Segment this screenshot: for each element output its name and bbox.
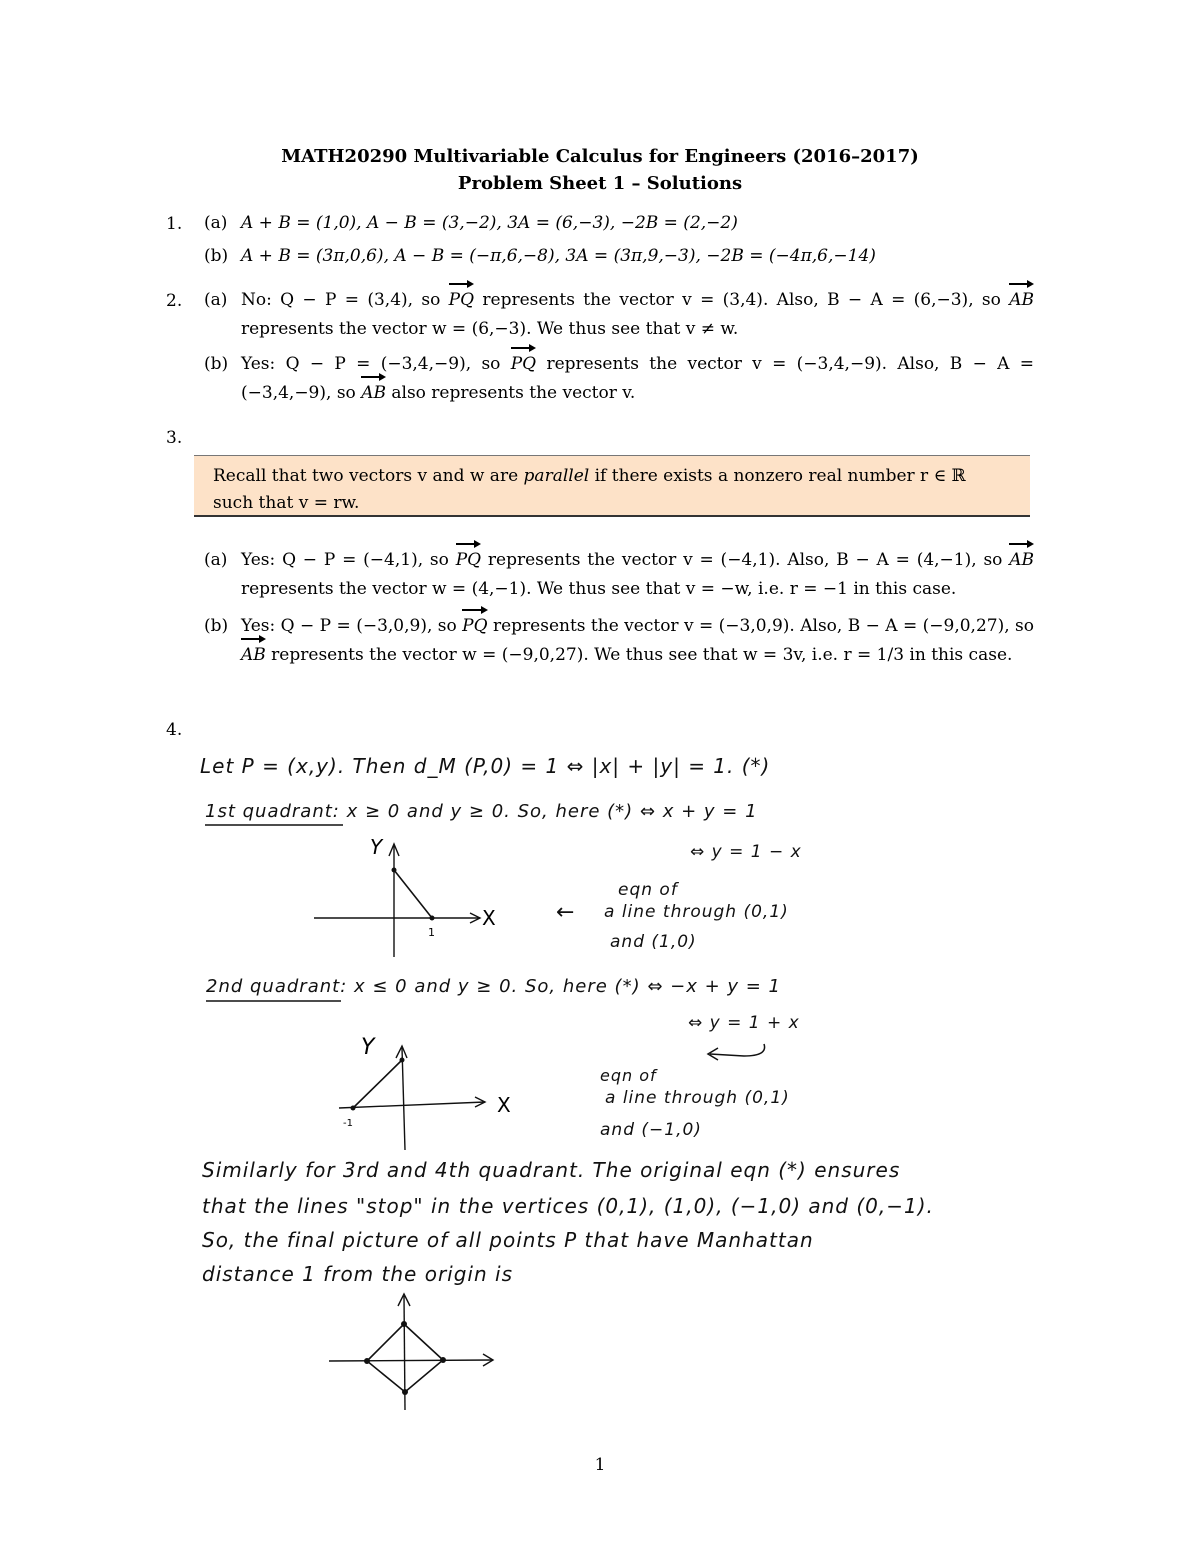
axis-x-label: X bbox=[497, 1093, 511, 1117]
question-number-1: 1. bbox=[166, 214, 183, 234]
page-subtitle: Problem Sheet 1 – Solutions bbox=[457, 173, 743, 194]
part-label: (a) bbox=[204, 213, 228, 233]
part-label: (a) bbox=[204, 290, 228, 310]
q2-part-b bbox=[204, 350, 1034, 408]
handwritten-line: 2nd quadrant: x ≤ 0 and y ≥ 0. So, here (*) ⇔ −x + y = 1 bbox=[206, 976, 782, 997]
handwritten-line: eqn of bbox=[600, 1066, 657, 1085]
page-title: MATH20290 Multivariable Calculus for Engineers (2016–2017) bbox=[281, 146, 919, 167]
vector-ab: AB bbox=[1009, 546, 1034, 575]
question-number-2: 2. bbox=[166, 291, 183, 311]
part-text: Yes: Q − P = (−3,4,−9), so PQ represents the vector v = (−3,4,−9). Also, B − A = (−3,4,−9), so AB also represents the vector v. bbox=[241, 350, 1034, 408]
part-text: A + B = (1,0), A − B = (3,−2), 3A = (6,−3), −2B = (2,−2) bbox=[241, 213, 738, 233]
part-label: (b) bbox=[204, 246, 229, 266]
q1-part-b bbox=[204, 242, 1034, 271]
handwritten-line: So, the final picture of all points P that have Manhattan bbox=[202, 1228, 814, 1252]
axis-y-label: Y bbox=[370, 835, 383, 859]
tick-label: -1 bbox=[343, 1118, 353, 1129]
axis-x-label: X bbox=[482, 906, 496, 930]
part-text: A + B = (3π,0,6), A − B = (−π,6,−8), 3A = (3π,9,−3), −2B = (−4π,6,−14) bbox=[241, 246, 876, 266]
handwritten-line: and (1,0) bbox=[610, 932, 697, 952]
axis-y-label: Y bbox=[361, 1035, 375, 1060]
handwritten-line: Similarly for 3rd and 4th quadrant. The original eqn (*) ensures bbox=[202, 1158, 901, 1182]
handwritten-line: distance 1 from the origin is bbox=[202, 1262, 513, 1286]
sketch-diamond bbox=[325, 1290, 505, 1415]
part-label: (b) bbox=[204, 354, 229, 374]
vector-ab: AB bbox=[361, 379, 386, 408]
part-label: (a) bbox=[204, 550, 228, 570]
page-number: 1 bbox=[594, 1455, 606, 1475]
handwritten-line: that the lines "stop" in the vertices (0,1), (1,0), (−1,0) and (0,−1). bbox=[202, 1194, 934, 1218]
handwritten-line: Let P = (x,y). Then d_M (P,0) = 1 ⇔ |x| + |y| = 1. (*) bbox=[200, 754, 771, 778]
underline bbox=[206, 998, 346, 1004]
curved-arrow-icon bbox=[704, 1042, 770, 1062]
handwritten-line: eqn of bbox=[618, 880, 678, 900]
q3-part-a bbox=[204, 546, 1034, 604]
q3-part-b bbox=[204, 612, 1034, 670]
question-number-3: 3. bbox=[166, 428, 183, 448]
vector-pq: PQ bbox=[449, 286, 474, 315]
part-text: No: Q − P = (3,4), so PQ represents the vector v = (3,4). Also, B − A = (6,−3), so AB represents the vector w = (6,−3). We thus see that v ≠ w. bbox=[241, 286, 1034, 344]
vector-ab: AB bbox=[241, 641, 266, 670]
tick-label: 1 bbox=[428, 926, 435, 939]
question-number-4: 4. bbox=[166, 720, 183, 740]
handwritten-line: ⇔ y = 1 + x bbox=[688, 1013, 800, 1033]
recall-box: Recall that two vectors v and w are parallel if there exists a nonzero real number r ∈ ℝ such that v = rw. bbox=[194, 455, 1030, 517]
left-arrow: ← bbox=[556, 900, 576, 925]
part-text: Yes: Q − P = (−3,0,9), so PQ represents the vector v = (−3,0,9). Also, B − A = (−9,0,27), so AB represents the vector w = (−9,0,27). We thus see that w = 3v, i.e. r = 1/3 in this case. bbox=[241, 612, 1034, 670]
vector-pq: PQ bbox=[462, 612, 487, 641]
q2-part-a bbox=[204, 286, 1034, 344]
part-label: (b) bbox=[204, 616, 229, 636]
part-text: Yes: Q − P = (−4,1), so PQ represents the vector v = (−4,1). Also, B − A = (4,−1), so AB represents the vector w = (4,−1). We thus see that v = −w, i.e. r = −1 in this case. bbox=[241, 546, 1034, 604]
handwritten-line: a line through (0,1) bbox=[605, 1088, 790, 1108]
handwritten-line: ⇔ y = 1 − x bbox=[690, 842, 802, 862]
handwritten-line: and (−1,0) bbox=[600, 1120, 702, 1140]
q1-part-a bbox=[204, 209, 1034, 238]
handwritten-line: 1st quadrant: x ≥ 0 and y ≥ 0. So, here (*) ⇔ x + y = 1 bbox=[205, 801, 758, 822]
vector-pq: PQ bbox=[456, 546, 481, 575]
sketch-first-quadrant bbox=[310, 832, 510, 962]
sketch-second-quadrant bbox=[335, 1028, 525, 1156]
vector-ab: AB bbox=[1009, 286, 1034, 315]
vector-pq: PQ bbox=[511, 350, 536, 379]
underline bbox=[205, 822, 345, 828]
handwritten-line: a line through (0,1) bbox=[604, 902, 789, 922]
